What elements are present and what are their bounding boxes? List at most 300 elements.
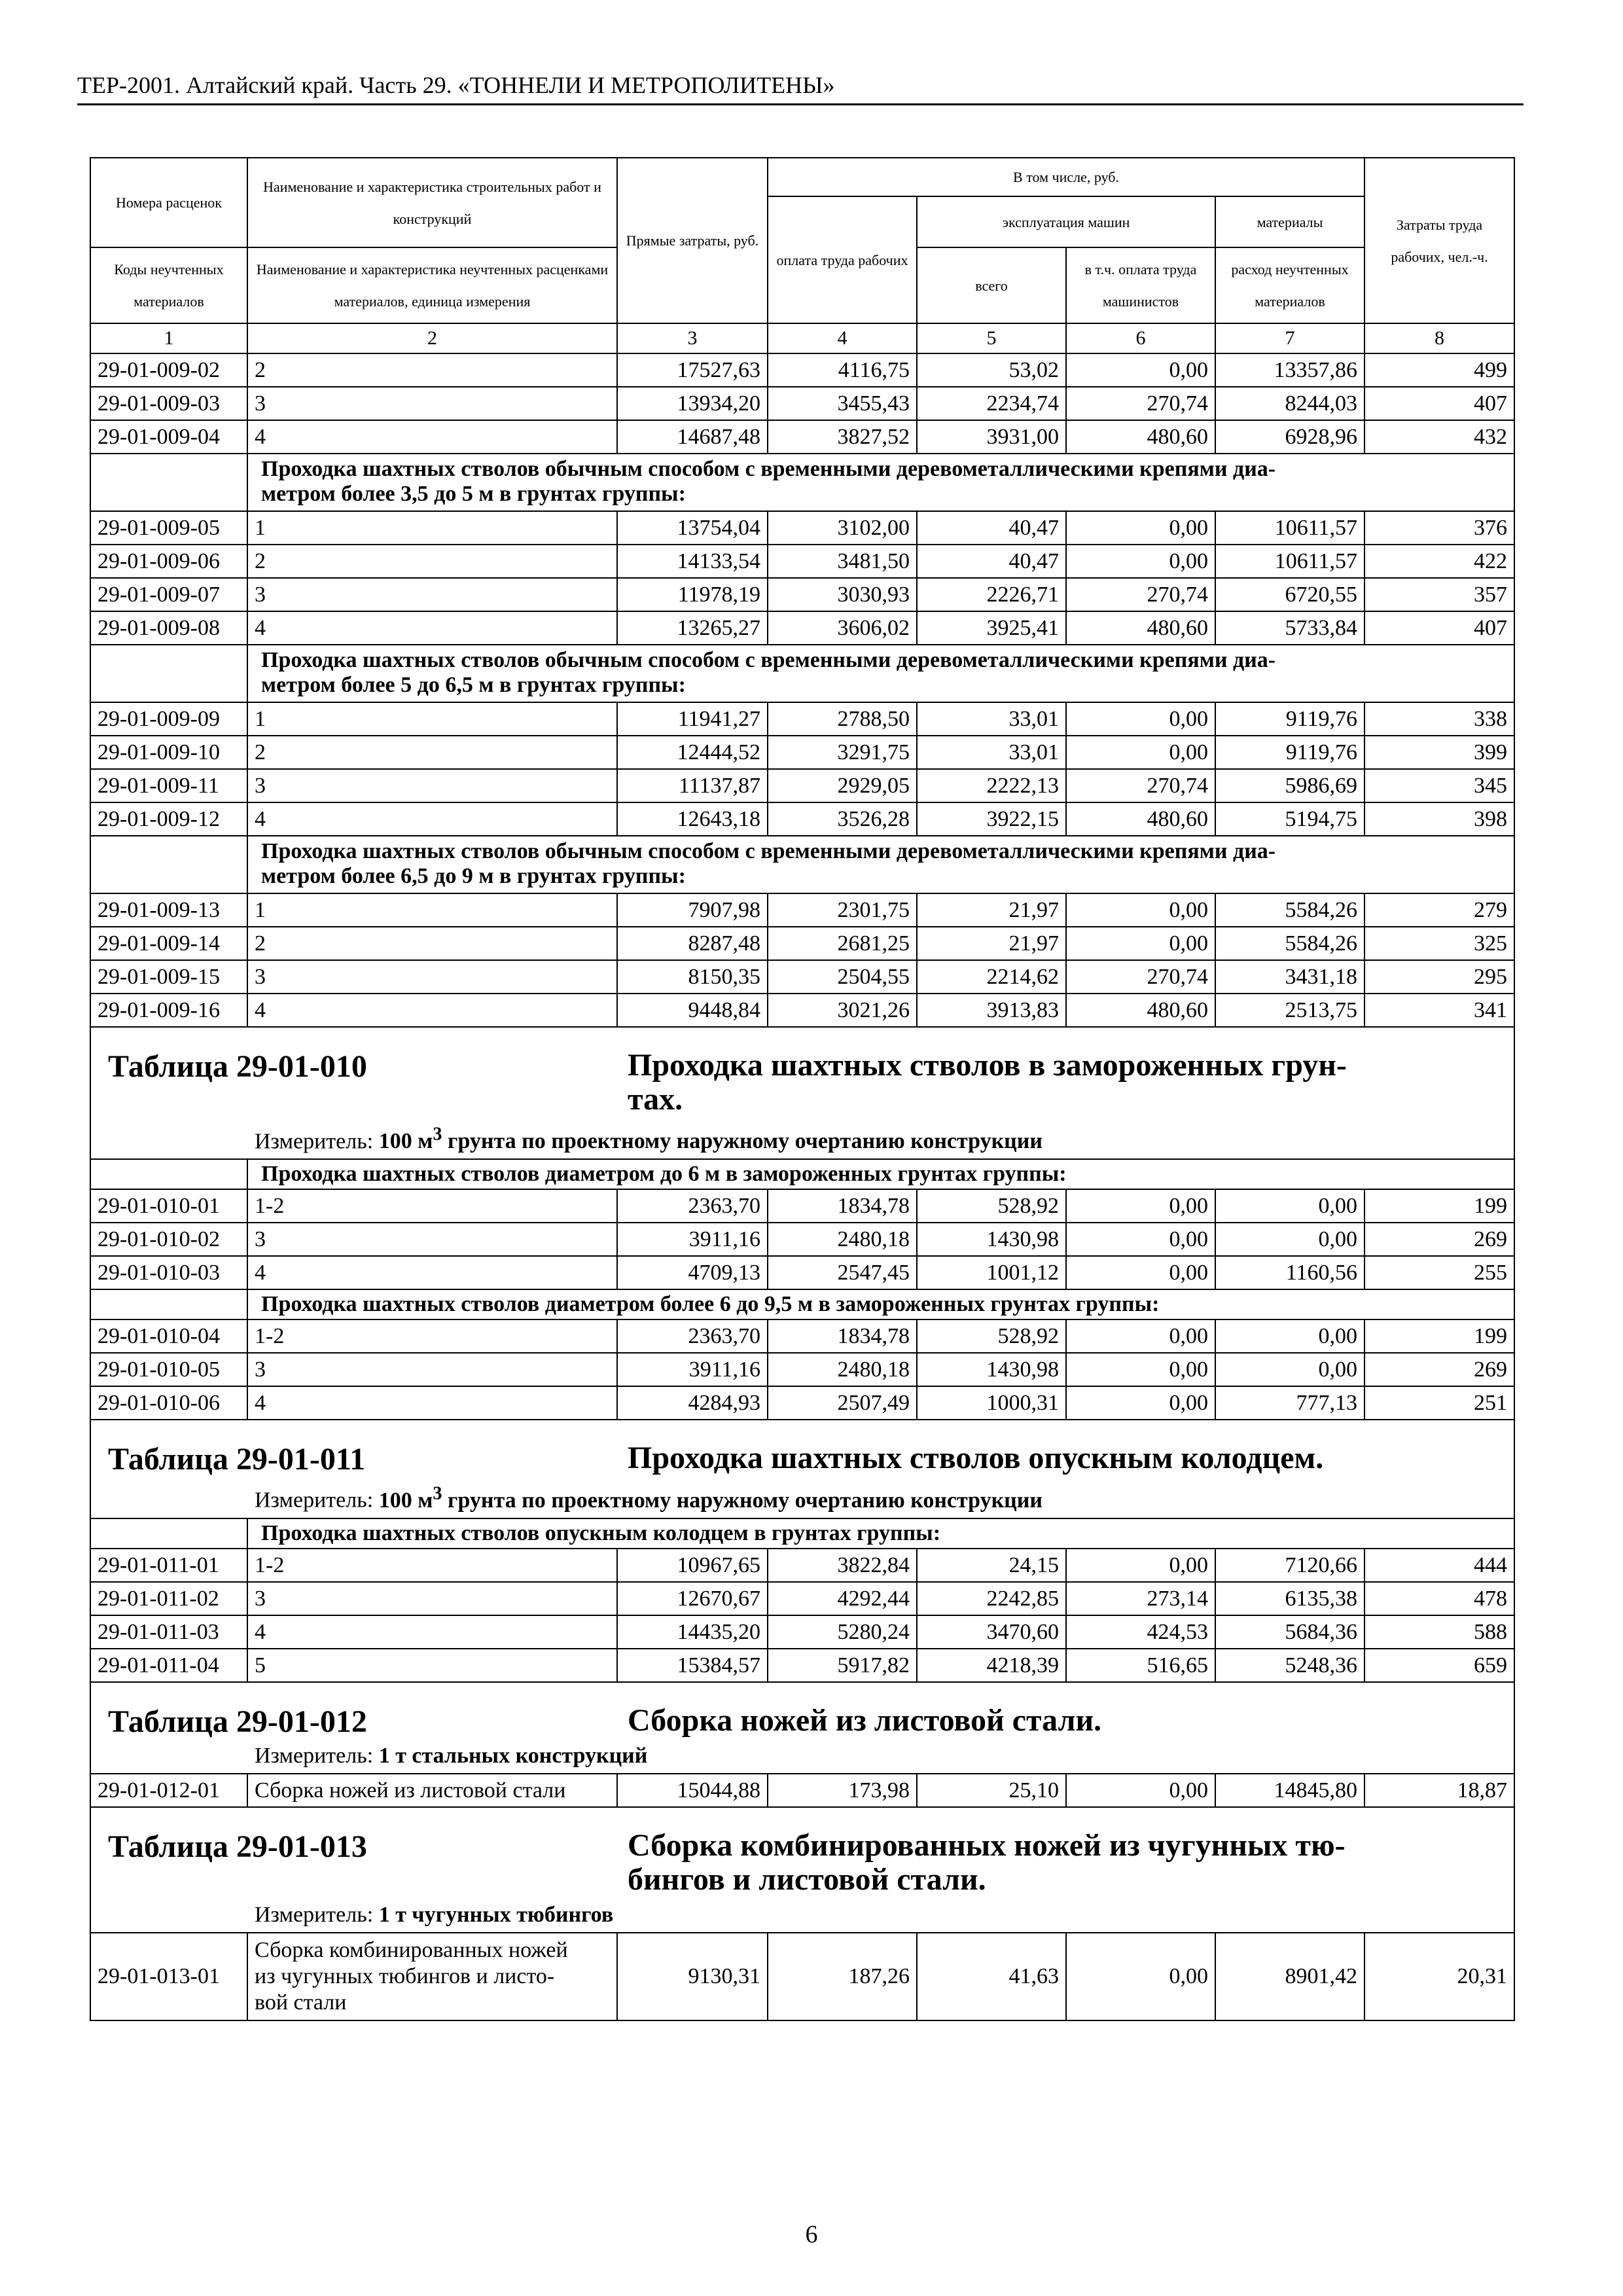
cell-name: 4: [247, 1256, 617, 1289]
section-title: метром более 3,5 до 5 м в грунтах группы:: [261, 482, 686, 506]
cell-labor: 3827,52: [768, 420, 917, 454]
table-row: [90, 1353, 1514, 1386]
col-hours-header: Затраты труда рабочих, чел.-ч.: [1364, 158, 1514, 323]
cell-labor: 3455,43: [768, 387, 917, 420]
cell-machines-labor: 0,00: [1066, 1256, 1215, 1289]
cell-labor: 3481,50: [768, 545, 917, 578]
cell-hours: 199: [1364, 1189, 1514, 1223]
cell-name: 3: [247, 960, 617, 994]
table-row: [90, 353, 1514, 387]
cell-code: 29-01-009-11: [90, 769, 247, 802]
cell-materials: 8244,03: [1215, 387, 1364, 420]
table-011-heading: [90, 1420, 1514, 1518]
cell-hours: 269: [1364, 1223, 1514, 1256]
cell-materials: 5733,84: [1215, 611, 1364, 645]
cell-materials: 7120,66: [1215, 1549, 1364, 1582]
price-table: [90, 157, 1515, 2021]
table-unit: Измеритель: 100 $м^3$ грунта по проектному наружному очертанию конструкции: [255, 1483, 1043, 1513]
col-number: 8: [1364, 323, 1514, 353]
cell-name: 1-2: [247, 1549, 617, 1582]
cell-labor: 3030,93: [768, 578, 917, 611]
col-name-header: Наименование и характеристика строительных работ и конструкций: [247, 158, 617, 247]
cell-machines-total: 2214,62: [917, 960, 1066, 994]
cell-machines-total: 25,10: [917, 1774, 1066, 1807]
cell-labor: 5280,24: [768, 1615, 917, 1649]
cell-hours: 251: [1364, 1386, 1514, 1420]
cell-materials: 5248,36: [1215, 1649, 1364, 1682]
table-row: [90, 545, 1514, 578]
cell-labor: 173,98: [768, 1774, 917, 1807]
section-title-row: [90, 1518, 1514, 1549]
cell-hours: 659: [1364, 1649, 1514, 1682]
cell-direct: 14435,20: [617, 1615, 768, 1649]
cell-name: 3: [247, 578, 617, 611]
cell-hours: 20,31: [1364, 1933, 1514, 2020]
cell-machines-labor: 480,60: [1066, 802, 1215, 836]
cell-labor: 1834,78: [768, 1189, 917, 1223]
cell-machines-labor: 270,74: [1066, 960, 1215, 994]
cell-name: 1-2: [247, 1189, 617, 1223]
table-row: [90, 769, 1514, 802]
cell-materials: 6928,96: [1215, 420, 1364, 454]
cell-direct: 12643,18: [617, 802, 768, 836]
table-number: Таблица 29-01-011: [108, 1442, 366, 1477]
cell-name: 4: [247, 1386, 617, 1420]
cell-hours: 255: [1364, 1256, 1514, 1289]
cell-machines-labor: 480,60: [1066, 420, 1215, 454]
cell-machines-labor: 0,00: [1066, 736, 1215, 769]
cell-machines-total: 53,02: [917, 353, 1066, 387]
cell-materials: 9119,76: [1215, 702, 1364, 736]
cell-machines-labor: 0,00: [1066, 702, 1215, 736]
table-title: Проходка шахтных стволов опускным колодцем.: [628, 1441, 1324, 1476]
cell-machines-labor: 270,74: [1066, 387, 1215, 420]
cell-direct: 3911,16: [617, 1223, 768, 1256]
table-row: [90, 511, 1514, 545]
cell-hours: 357: [1364, 578, 1514, 611]
cell-hours: 398: [1364, 802, 1514, 836]
cell-code: 29-01-012-01: [90, 1774, 247, 1807]
table-unit: Измеритель: 1 т стальных конструкций: [255, 1743, 648, 1768]
table-row: [90, 994, 1514, 1027]
document-header: ТЕР-2001. Алтайский край. Часть 29. «ТОННЕЛИ И МЕТРОПОЛИТЕНЫ»: [77, 71, 1524, 105]
cell-hours: 422: [1364, 545, 1514, 578]
table-row: [90, 1319, 1514, 1353]
cell-machines-total: 21,97: [917, 927, 1066, 960]
cell-materials: 5194,75: [1215, 802, 1364, 836]
cell-direct: 2363,70: [617, 1319, 768, 1353]
cell-hours: 376: [1364, 511, 1514, 545]
page-number: 6: [805, 2221, 818, 2248]
col-number: 3: [617, 323, 768, 353]
cell-materials: 9119,76: [1215, 736, 1364, 769]
cell-materials: 10611,57: [1215, 511, 1364, 545]
table-number: Таблица 29-01-013: [108, 1829, 367, 1864]
cell-code: 29-01-010-05: [90, 1353, 247, 1386]
cell-name: 3: [247, 1223, 617, 1256]
cell-machines-labor: 0,00: [1066, 1353, 1215, 1386]
table-row: [90, 1649, 1514, 1682]
cell-name: 3: [247, 387, 617, 420]
cell-code: 29-01-009-13: [90, 893, 247, 927]
cell-name: Сборка ножей из листовой стали: [247, 1774, 617, 1807]
table-row: [90, 1774, 1514, 1807]
cell-machines-labor: 0,00: [1066, 353, 1215, 387]
cell-name: 2: [247, 927, 617, 960]
cell-code: 29-01-013-01: [90, 1933, 247, 2020]
cell-hours: 444: [1364, 1549, 1514, 1582]
cell-labor: 2929,05: [768, 769, 917, 802]
cell-labor: 2547,45: [768, 1256, 917, 1289]
col-materials-header: материалы: [1215, 196, 1364, 247]
cell-code: 29-01-009-16: [90, 994, 247, 1027]
cell-machines-total: 528,92: [917, 1319, 1066, 1353]
cell-code: 29-01-010-01: [90, 1189, 247, 1223]
cell-hours: 345: [1364, 769, 1514, 802]
cell-direct: 14133,54: [617, 545, 768, 578]
cell-name: 2: [247, 545, 617, 578]
cell-hours: 269: [1364, 1353, 1514, 1386]
cell-name: 1-2: [247, 1319, 617, 1353]
cell-name: 3: [247, 1582, 617, 1615]
cell-code: 29-01-010-02: [90, 1223, 247, 1256]
cell-labor: 3021,26: [768, 994, 917, 1027]
table-row: [90, 927, 1514, 960]
cell-code: 29-01-011-04: [90, 1649, 247, 1682]
cell-hours: 279: [1364, 893, 1514, 927]
cell-materials: 6720,55: [1215, 578, 1364, 611]
cell-hours: 478: [1364, 1582, 1514, 1615]
cell-materials: 1160,56: [1215, 1256, 1364, 1289]
cell-direct: 17527,63: [617, 353, 768, 387]
cell-machines-total: 3925,41: [917, 611, 1066, 645]
cell-hours: 432: [1364, 420, 1514, 454]
cell-machines-total: 40,47: [917, 545, 1066, 578]
cell-hours: 295: [1364, 960, 1514, 994]
cell-machines-total: 2234,74: [917, 387, 1066, 420]
cell-code: 29-01-009-07: [90, 578, 247, 611]
cell-machines-labor: 480,60: [1066, 994, 1215, 1027]
cell-machines-total: 2222,13: [917, 769, 1066, 802]
cell-labor: 2480,18: [768, 1353, 917, 1386]
cell-machines-labor: 0,00: [1066, 927, 1215, 960]
cell-labor: 3102,00: [768, 511, 917, 545]
cell-materials: 14845,80: [1215, 1774, 1364, 1807]
col-materials-unaccounted-header: расход неучтенных материалов: [1215, 247, 1364, 323]
table-row: [90, 578, 1514, 611]
cell-machines-total: 1430,98: [917, 1353, 1066, 1386]
table-header: [90, 158, 1514, 353]
col-number: 7: [1215, 323, 1364, 353]
cell-machines-total: 3931,00: [917, 420, 1066, 454]
cell-direct: 3911,16: [617, 1353, 768, 1386]
cell-direct: 14687,48: [617, 420, 768, 454]
cell-labor: 2788,50: [768, 702, 917, 736]
table-row: [90, 702, 1514, 736]
cell-labor: 3606,02: [768, 611, 917, 645]
cell-machines-total: 1001,12: [917, 1256, 1066, 1289]
col-number: 1: [90, 323, 247, 353]
col-number: 6: [1066, 323, 1215, 353]
cell-machines-labor: 270,74: [1066, 578, 1215, 611]
cell-machines-labor: 0,00: [1066, 1933, 1215, 2020]
cell-direct: 13265,27: [617, 611, 768, 645]
cell-materials: 777,13: [1215, 1386, 1364, 1420]
cell-machines-total: 528,92: [917, 1189, 1066, 1223]
cell-direct: 13754,04: [617, 511, 768, 545]
cell-hours: 199: [1364, 1319, 1514, 1353]
cell-code: 29-01-009-09: [90, 702, 247, 736]
cell-materials: 8901,42: [1215, 1933, 1364, 2020]
section-title: Проходка шахтных стволов диаметром более 6 до 9,5 м в замороженных грунтах группы:: [247, 1289, 1514, 1319]
cell-name: 4: [247, 420, 617, 454]
cell-code: 29-01-009-08: [90, 611, 247, 645]
cell-hours: 325: [1364, 927, 1514, 960]
cell-labor: 2504,55: [768, 960, 917, 994]
cell-code: 29-01-011-02: [90, 1582, 247, 1615]
cell-labor: 3822,84: [768, 1549, 917, 1582]
col-name-unaccounted-header: Наименование и характеристика неучтенных расценками материалов, единица измерения: [247, 247, 617, 323]
section-title-row: [90, 1289, 1514, 1319]
cell-direct: 9130,31: [617, 1933, 768, 2020]
cell-hours: 499: [1364, 353, 1514, 387]
section-title: Проходка шахтных стволов опускным колодцем в грунтах группы:: [247, 1518, 1514, 1549]
cell-name: 4: [247, 994, 617, 1027]
col-labor-header: оплата труда рабочих: [768, 196, 917, 323]
cell-code: 29-01-011-03: [90, 1615, 247, 1649]
col-number: 5: [917, 323, 1066, 353]
cell-machines-labor: 0,00: [1066, 1774, 1215, 1807]
table-row: [90, 1549, 1514, 1582]
cell-direct: 2363,70: [617, 1189, 768, 1223]
cell-labor: 1834,78: [768, 1319, 917, 1353]
cell-direct: 12444,52: [617, 736, 768, 769]
table-013-heading: [90, 1807, 1514, 1933]
cell-name: 4: [247, 802, 617, 836]
cell-direct: 10967,65: [617, 1549, 768, 1582]
cell-machines-labor: 0,00: [1066, 1189, 1215, 1223]
cell-machines-total: 40,47: [917, 511, 1066, 545]
cell-code: 29-01-009-03: [90, 387, 247, 420]
table-row: [90, 802, 1514, 836]
col-machines-labor-header: в т.ч. оплата труда машинистов: [1066, 247, 1215, 323]
cell-labor: 2681,25: [768, 927, 917, 960]
cell-materials: 13357,86: [1215, 353, 1364, 387]
cell-name: 4: [247, 611, 617, 645]
table-body: [90, 353, 1514, 2020]
cell-materials: 6135,38: [1215, 1582, 1364, 1615]
cell-machines-total: 4218,39: [917, 1649, 1066, 1682]
cell-hours: 338: [1364, 702, 1514, 736]
cell-labor: 4292,44: [768, 1582, 917, 1615]
cell-direct: 11137,87: [617, 769, 768, 802]
column-numbers-row: [90, 323, 1514, 353]
cell-direct: 11941,27: [617, 702, 768, 736]
cell-machines-total: 21,97: [917, 893, 1066, 927]
col-including-header: В том числе, руб.: [768, 158, 1364, 196]
table-row: [90, 387, 1514, 420]
cell-machines-labor: 270,74: [1066, 769, 1215, 802]
table-row: [90, 1189, 1514, 1223]
cell-machines-total: 2226,71: [917, 578, 1066, 611]
col-code-unaccounted-header: Коды неучтенных материалов: [90, 247, 247, 323]
cell-direct: 15044,88: [617, 1774, 768, 1807]
cell-labor: 3526,28: [768, 802, 917, 836]
cell-name: 1: [247, 702, 617, 736]
cell-machines-labor: 516,65: [1066, 1649, 1215, 1682]
table-row: [90, 1386, 1514, 1420]
cell-labor: 2301,75: [768, 893, 917, 927]
cell-code: 29-01-010-06: [90, 1386, 247, 1420]
col-machines-total-header: всего: [917, 247, 1066, 323]
cell-code: 29-01-009-04: [90, 420, 247, 454]
cell-machines-total: 3470,60: [917, 1615, 1066, 1649]
table-row: [90, 736, 1514, 769]
cell-code: 29-01-009-14: [90, 927, 247, 960]
cell-machines-labor: 424,53: [1066, 1615, 1215, 1649]
cell-code: 29-01-009-12: [90, 802, 247, 836]
cell-materials: 2513,75: [1215, 994, 1364, 1027]
section-title: Проходка шахтных стволов обычным способом с временными деревометаллическими крепями диа-: [261, 839, 1276, 863]
cell-name: 1: [247, 511, 617, 545]
section-title: метром более 5 до 6,5 м в грунтах группы:: [261, 673, 686, 697]
cell-name: 5: [247, 1649, 617, 1682]
cell-materials: 5584,26: [1215, 893, 1364, 927]
table-row: [90, 1256, 1514, 1289]
cell-materials: 0,00: [1215, 1223, 1364, 1256]
cell-materials: 10611,57: [1215, 545, 1364, 578]
section-title-row: [90, 1159, 1514, 1189]
table-row: [90, 1223, 1514, 1256]
table-row: [90, 893, 1514, 927]
cell-name: 3: [247, 1353, 617, 1386]
section-title-row: [90, 454, 1514, 511]
cell-materials: 3431,18: [1215, 960, 1364, 994]
cell-name: 4: [247, 1615, 617, 1649]
cell-labor: 4116,75: [768, 353, 917, 387]
cell-machines-total: 3913,83: [917, 994, 1066, 1027]
table-unit: Измеритель: 1 т чугунных тюбингов: [255, 1902, 614, 1927]
cell-hours: 341: [1364, 994, 1514, 1027]
cell-labor: 5917,82: [768, 1649, 917, 1682]
cell-labor: 3291,75: [768, 736, 917, 769]
cell-hours: 399: [1364, 736, 1514, 769]
cell-code: 29-01-010-03: [90, 1256, 247, 1289]
table-number: Таблица 29-01-010: [108, 1049, 367, 1084]
cell-materials: 5584,26: [1215, 927, 1364, 960]
table-012-heading: [90, 1682, 1514, 1774]
cell-machines-total: 41,63: [917, 1933, 1066, 2020]
cell-direct: 8287,48: [617, 927, 768, 960]
table-010-heading: [90, 1027, 1514, 1159]
cell-hours: 18,87: [1364, 1774, 1514, 1807]
cell-code: 29-01-010-04: [90, 1319, 247, 1353]
table-row: [90, 420, 1514, 454]
section-title: метром более 6,5 до 9 м в грунтах группы:: [261, 864, 686, 888]
cell-hours: 407: [1364, 611, 1514, 645]
cell-hours: 407: [1364, 387, 1514, 420]
cell-labor: 187,26: [768, 1933, 917, 2020]
cell-materials: 5684,36: [1215, 1615, 1364, 1649]
cell-direct: 9448,84: [617, 994, 768, 1027]
cell-direct: 4709,13: [617, 1256, 768, 1289]
section-title-row: [90, 836, 1514, 893]
cell-name: 1: [247, 893, 617, 927]
cell-materials: 0,00: [1215, 1353, 1364, 1386]
cell-code: 29-01-009-05: [90, 511, 247, 545]
cell-direct: 15384,57: [617, 1649, 768, 1682]
cell-direct: 13934,20: [617, 387, 768, 420]
table-row: [90, 611, 1514, 645]
table-row: [90, 960, 1514, 994]
cell-direct: 12670,67: [617, 1582, 768, 1615]
table-title: Сборка ножей из листовой стали.: [628, 1702, 1102, 1738]
cell-materials: 0,00: [1215, 1319, 1364, 1353]
cell-machines-total: 33,01: [917, 702, 1066, 736]
cell-machines-labor: 0,00: [1066, 545, 1215, 578]
cell-direct: 4284,93: [617, 1386, 768, 1420]
cell-labor: 2480,18: [768, 1223, 917, 1256]
cell-name: Сборка комбинированных ножей из чугунных тюбингов и листо- вой стали: [247, 1933, 617, 2020]
cell-direct: 8150,35: [617, 960, 768, 994]
cell-machines-labor: 480,60: [1066, 611, 1215, 645]
cell-machines-labor: 0,00: [1066, 1549, 1215, 1582]
cell-machines-total: 1000,31: [917, 1386, 1066, 1420]
cell-materials: 0,00: [1215, 1189, 1364, 1223]
table-title: Проходка шахтных стволов в замороженных грун- тах.: [628, 1048, 1347, 1117]
cell-machines-labor: 0,00: [1066, 1319, 1215, 1353]
cell-machines-total: 2242,85: [917, 1582, 1066, 1615]
cell-machines-total: 3922,15: [917, 802, 1066, 836]
cell-code: 29-01-009-02: [90, 353, 247, 387]
cell-machines-labor: 0,00: [1066, 893, 1215, 927]
cell-labor: 2507,49: [768, 1386, 917, 1420]
cell-machines-labor: 273,14: [1066, 1582, 1215, 1615]
cell-machines-labor: 0,00: [1066, 1223, 1215, 1256]
table-row: [90, 1615, 1514, 1649]
cell-materials: 5986,69: [1215, 769, 1364, 802]
section-title: Проходка шахтных стволов диаметром до 6 м в замороженных грунтах группы:: [247, 1159, 1514, 1189]
table-row: [90, 1933, 1514, 2020]
table-title: Сборка комбинированных ножей из чугунных тю- бингов и листовой стали.: [628, 1827, 1346, 1897]
section-title: Проходка шахтных стволов обычным способом с временными деревометаллическими крепями диа-: [261, 648, 1276, 672]
col-code-header: Номера расценок: [90, 158, 247, 247]
cell-code: 29-01-009-06: [90, 545, 247, 578]
cell-machines-labor: 0,00: [1066, 1386, 1215, 1420]
cell-machines-total: 1430,98: [917, 1223, 1066, 1256]
table-unit: Измеритель: 100 $м^3$ грунта по проектному наружному очертанию конструкции: [255, 1124, 1043, 1154]
table-number: Таблица 29-01-012: [108, 1704, 367, 1739]
cell-name: 3: [247, 769, 617, 802]
cell-machines-labor: 0,00: [1066, 511, 1215, 545]
cell-direct: 11978,19: [617, 578, 768, 611]
cell-code: 29-01-011-01: [90, 1549, 247, 1582]
table-row: [90, 1582, 1514, 1615]
cell-hours: 588: [1364, 1615, 1514, 1649]
cell-name: 2: [247, 353, 617, 387]
cell-direct: 7907,98: [617, 893, 768, 927]
cell-code: 29-01-009-15: [90, 960, 247, 994]
col-number: 2: [247, 323, 617, 353]
cell-name: 2: [247, 736, 617, 769]
col-machines-header: эксплуатация машин: [917, 196, 1215, 247]
section-title: Проходка шахтных стволов обычным способом с временными деревометаллическими крепями диа-: [261, 457, 1276, 481]
cell-code: 29-01-009-10: [90, 736, 247, 769]
cell-machines-total: 24,15: [917, 1549, 1066, 1582]
col-direct-header: Прямые затраты, руб.: [617, 158, 768, 323]
col-number: 4: [768, 323, 917, 353]
section-title-row: [90, 645, 1514, 702]
